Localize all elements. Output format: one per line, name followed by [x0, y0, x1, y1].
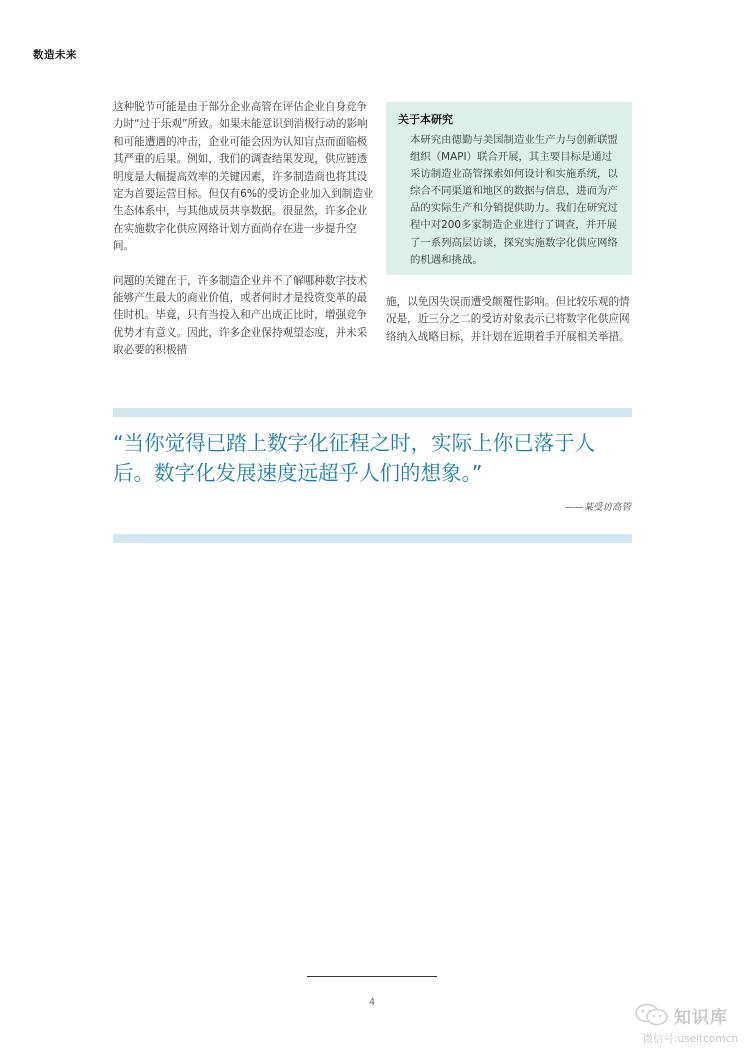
right-column-paragraph: 施，以免因失误而遭受颠覆性影响。但比较乐观的情况是，近三分之二的受访对象表示已将数字化供应网络纳入战略目标，并计划在近期着手开展相关举措。: [386, 296, 630, 343]
body-paragraph: 问题的关键在于，许多制造企业并不了解哪种数字技术能够产生最大的商业价值，或者何时才是投资变革的最佳时机。毕竟，只有当投入和产出成正比时，增强竞争优势才有意义。因此，许多企业保持观望态度，并未采取必要的积极措: [113, 274, 368, 357]
watermark-name: 知识库: [674, 1008, 728, 1028]
wechat-icon: [634, 1003, 670, 1027]
sidebar-body: 本研究由德勤与美国制造业生产力与创新联盟组织（MAPI）联合开展，其主要目标是通过采访制造业高管探索如何设计和实施系统，以综合不同渠道和地区的数据与信息，进而为产品的实际生产和分销提供助力。我们在研究过程中对200多家制造企业进行了调查，并开展了一系列高层访谈，探究实施数字化供应网络的机遇和挑战。: [410, 134, 618, 266]
watermark: [628, 1001, 738, 1046]
left-column: [113, 99, 375, 377]
body-paragraph: 这种脱节可能是由于部分企业高管在评估企业自身竞争力时“过于乐观”所致。如果未能意识到消极行动的影响和可能遭遇的冲击，企业可能会因为认知盲点而面临极其严重的后果。例如，我们的调查结果发现，供应链透明度是大幅提高效率的关键因素，许多制造商也将其设定为首要运营目标。但仅有6%的受访企业加入到制造业生态体系中，与其他成员共享数据。很显然，许多企业在实施数字化供应网络计划方面尚存在进一步提升空间。: [113, 101, 374, 253]
running-header: 数造未来: [33, 49, 77, 61]
quote-attribution: ——某受访高管: [564, 502, 631, 513]
page-number: 4: [368, 997, 376, 1008]
watermark-account: 微信号:useitcomcn: [642, 1033, 738, 1045]
quote-bottom-rule: [113, 534, 632, 543]
sidebar-title: 关于本研究: [398, 113, 453, 126]
quote-top-rule: [113, 408, 632, 417]
about-study-sidebar: [386, 102, 632, 275]
footer-divider: [307, 976, 437, 977]
pull-quote: “当你觉得已踏上数字化征程之时，实际上你已落于人后。数字化发展速度远超乎人们的想象。”: [113, 431, 596, 485]
